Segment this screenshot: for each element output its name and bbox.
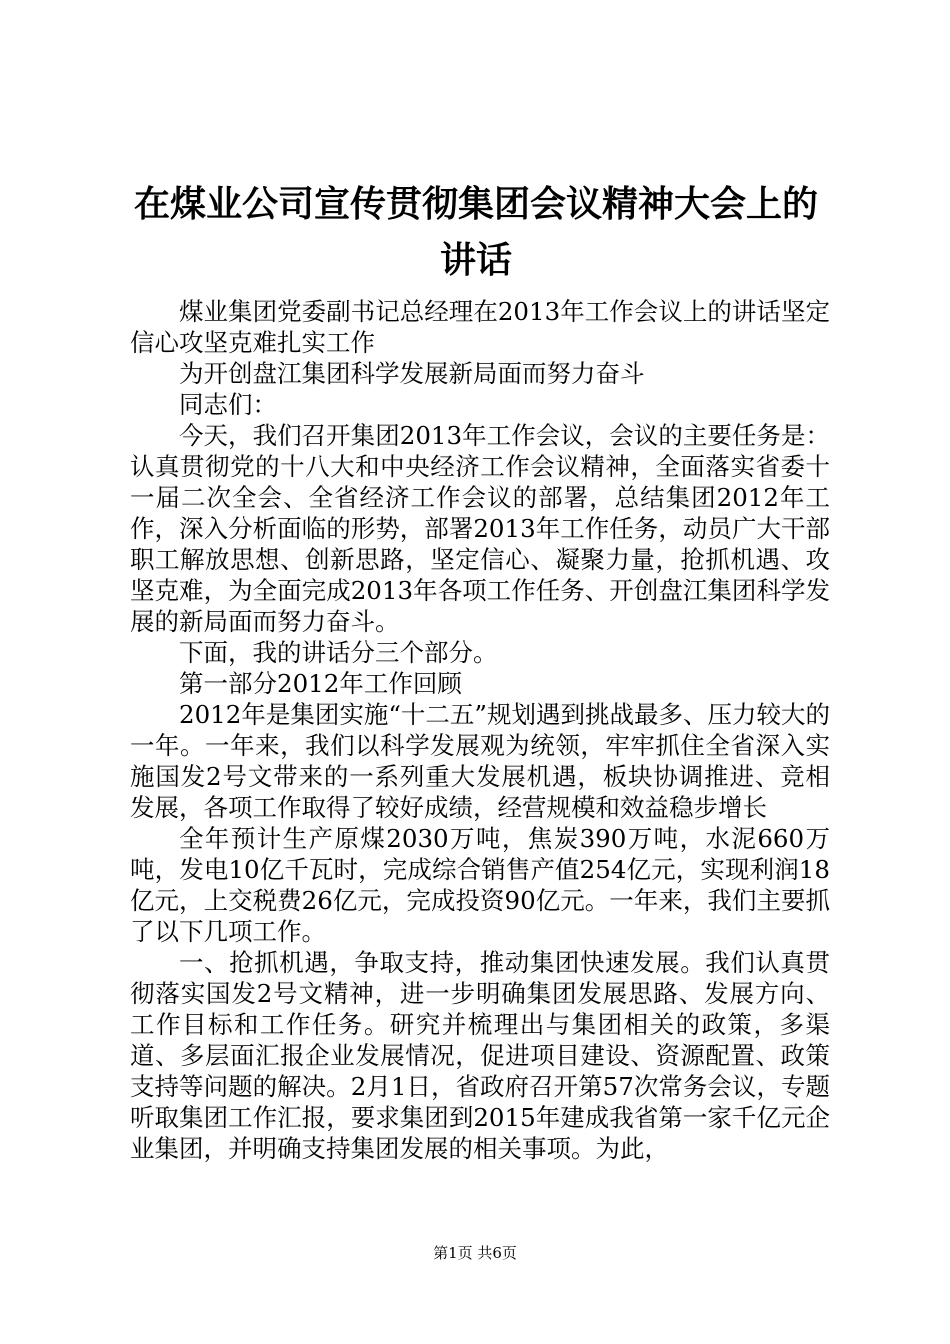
paragraph-subtitle-2: 为开创盘江集团科学发展新局面而努力奋斗 [179, 359, 645, 388]
paragraph-production-figures: 全年预计生产原煤2030万吨，焦炭390万吨，水泥660万吨，发电10亿千瓦时，完成综合销售产值254亿元，实现利润18亿元，上交税费26亿元，完成投资90亿元。一年来，我们主要抓了以下几项工作。 [130, 824, 830, 946]
paragraph-outline: 下面，我的讲话分三个部分。 [179, 638, 498, 667]
document-body [130, 296, 830, 1164]
paragraph-item-one: 一、抢抓机遇，争取支持，推动集团快速发展。我们认真贯彻落实国发2号文精神，进一步明确集团发展思路、发展方向、工作目标和工作任务。研究并梳理出与集团相关的政策，多渠道、多层面汇报企业发展情况，促进项目建设、资源配置、政策支持等问题的解决。2月1日，省政府召开第57次常务会议，专题听取集团工作汇报，要求集团到2015年建成我省第一家千亿元企业集团，并明确支持集团发展的相关事项。为此， [130, 948, 830, 1163]
paragraph-subtitle-1: 煤业集团党委副书记总经理在2013年工作会议上的讲话坚定信心攻坚克难扎实工作 [130, 297, 830, 357]
paragraph-intro: 今天，我们召开集团2013年工作会议，会议的主要任务是：认真贯彻党的十八大和中央经济工作会议精神，全面落实省委十一届二次全会、全省经济工作会议的部署，总结集团2012年工作，深入分析面临的形势，部署2013年工作任务，动员广大干部职工解放思想、创新思路，坚定信心、凝聚力量，抢抓机遇、攻坚克难，为全面完成2013年各项工作任务、开创盘江集团科学发展的新局面而努力奋斗。 [130, 421, 830, 636]
paragraph-salutation: 同志们： [179, 390, 277, 419]
document-title: 在煤业公司宣传贯彻集团会议精神大会上的讲话 [133, 183, 818, 281]
page-number-footer: 第1页 共6页 [433, 1244, 517, 1262]
paragraph-2012-overview: 2012年是集团实施“十二五”规划遇到挑战最多、压力较大的一年。一年来，我们以科学发展观为统领，牢牢抓住全省深入实施国发2号文带来的一系列重大发展机遇，板块协调推进、竞相发展，各项工作取得了较好成绩，经营规模和效益稳步增长 [130, 700, 830, 822]
section-heading-part-one: 第一部分2012年工作回顾 [179, 669, 462, 698]
